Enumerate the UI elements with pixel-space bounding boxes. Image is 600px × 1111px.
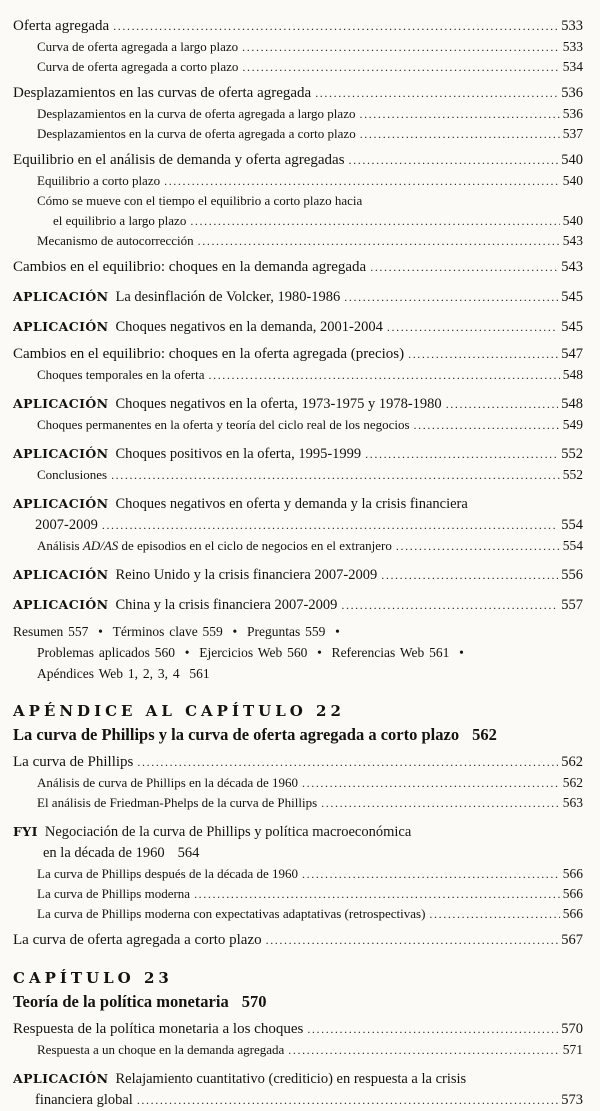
- toc-entry-l1: [13, 150, 583, 171]
- toc-entry-l2: [37, 465, 583, 485]
- page-number: 549: [562, 417, 583, 432]
- entry-label: Curva de oferta agregada a corto plazo: [37, 59, 239, 74]
- chapter-heading: APÉNDICE AL CAPÍTULO 22: [13, 702, 345, 720]
- application-entry: [13, 286, 583, 308]
- toc-entry-l1: [13, 83, 583, 104]
- entry-label: Choques positivos en la oferta, 1995-1999: [115, 446, 362, 462]
- toc-entry-l2: [37, 904, 583, 924]
- chapter-title-text: La curva de Phillips y la curva de oferta agregada a corto plazo: [13, 725, 460, 744]
- dot-leader: [381, 565, 558, 586]
- toc-entry-l2: Cómo se mueve con el tiempo el equilibrio a corto plazo hacia: [37, 193, 363, 208]
- dot-leader: [137, 1090, 558, 1111]
- entry-label: Conclusiones: [37, 467, 108, 482]
- dot-leader: [315, 83, 558, 104]
- page-number: 566: [562, 886, 583, 901]
- application-entry-continuation: [35, 515, 583, 536]
- summary-line: Problemas aplicados 560 • Ejercicios Web 560 • Referencias Web 561 •: [37, 645, 464, 660]
- toc-entry-l1: [13, 752, 583, 773]
- entry-label: El análisis de Friedman-Phelps de la curva de Phillips: [37, 795, 318, 810]
- application-entry: [13, 316, 583, 338]
- toc-entry-l2-continuation: [53, 211, 583, 231]
- dot-leader: [349, 150, 559, 171]
- page-number: 571: [562, 1042, 583, 1057]
- dot-leader: [194, 884, 560, 904]
- page-number: 536: [562, 106, 583, 121]
- dot-leader: [365, 444, 558, 465]
- toc-entry-l2: [37, 773, 583, 793]
- entry-label: el equilibrio a largo plazo: [53, 213, 187, 228]
- summary-line: Apéndices Web 1, 2, 3, 4 561: [37, 666, 210, 681]
- entry-tag: APLICACIÓN: [13, 496, 109, 511]
- dot-leader: [344, 287, 558, 308]
- toc-entry-l2: [37, 536, 583, 556]
- entry-label: Análisis AD/AS de episodios en el ciclo de negocios en el extranjero: [37, 538, 392, 553]
- page-number: 537: [562, 126, 583, 141]
- toc-entry-l2: [37, 231, 583, 251]
- page-number: 567: [561, 932, 583, 948]
- page-number: 548: [562, 367, 583, 382]
- entry-tag: APLICACIÓN: [13, 446, 109, 461]
- chapter-title: [13, 724, 583, 746]
- entry-label: Cambios en el equilibrio: choques en la oferta agregada (precios): [13, 346, 405, 362]
- page-number: 564: [177, 845, 200, 861]
- application-entry: [13, 1068, 583, 1090]
- entry-label: La curva de Phillips moderna con expectativas adaptativas (retrospectivas): [37, 906, 426, 921]
- dot-leader: [307, 1019, 558, 1040]
- entry-label: Análisis de curva de Phillips en la década de 1960: [37, 775, 299, 790]
- entry-tag: APLICACIÓN: [13, 289, 109, 304]
- toc-entry-l2: [37, 884, 583, 904]
- dot-leader: [302, 864, 560, 884]
- application-entry: [13, 564, 583, 586]
- fyi-entry-continuation: [43, 843, 583, 864]
- entry-label: en la década de 1960: [43, 845, 165, 861]
- page-number: 566: [562, 866, 583, 881]
- entry-label: Reino Unido y la crisis financiera 2007-2009: [115, 567, 378, 583]
- page-number: 557: [561, 597, 583, 613]
- page-number: 570: [561, 1021, 583, 1037]
- dot-leader: [242, 37, 560, 57]
- entry-label: La curva de oferta agregada a corto plazo: [13, 932, 262, 948]
- toc-entry-l2: [37, 171, 583, 191]
- page-number: 562: [472, 725, 497, 744]
- entry-label: Negociación de la curva de Phillips y política macroeconómica: [44, 824, 412, 840]
- entry-label: La curva de Phillips: [13, 754, 134, 770]
- entry-label: Choques negativos en oferta y demanda y la crisis financiera: [115, 496, 468, 512]
- page-number: 540: [562, 173, 583, 188]
- entry-label: La desinflación de Volcker, 1980-1986: [115, 289, 341, 305]
- page-number: 566: [562, 906, 583, 921]
- entry-label: Equilibrio en el análisis de demanda y oferta agregadas: [13, 152, 345, 168]
- page-number: 533: [561, 18, 583, 34]
- dot-leader: [408, 344, 558, 365]
- entry-label: Equilibrio a corto plazo: [37, 173, 161, 188]
- toc-entry-l2: [37, 793, 583, 813]
- entry-label: Relajamiento cuantitativo (crediticio) en respuesta a la crisis: [115, 1071, 467, 1087]
- page-number: 562: [562, 775, 583, 790]
- dot-leader: [137, 752, 558, 773]
- page-number: 573: [561, 1092, 583, 1108]
- dot-leader: [113, 16, 558, 37]
- page-number: 563: [562, 795, 583, 810]
- application-entry: [13, 443, 583, 465]
- dot-leader: [429, 904, 559, 924]
- entry-label: Desplazamientos en la curva de oferta agregada a corto plazo: [37, 126, 356, 141]
- entry-tag: APLICACIÓN: [13, 396, 109, 411]
- toc-entry-l2: [37, 365, 583, 385]
- dot-leader: [341, 595, 558, 616]
- entry-label: Choques negativos en la demanda, 2001-2004: [115, 319, 383, 335]
- page-number: 554: [562, 538, 583, 553]
- page-number: 540: [562, 213, 583, 228]
- entry-label: Choques permanentes en la oferta y teoría del ciclo real de los negocios: [37, 417, 410, 432]
- entry-label: Cambios en el equilibrio: choques en la demanda agregada: [13, 259, 367, 275]
- entry-label: La curva de Phillips moderna: [37, 886, 191, 901]
- fyi-entry: [13, 821, 583, 843]
- page-number: 556: [561, 567, 583, 583]
- dot-leader: [164, 171, 560, 191]
- entry-label: Respuesta a un choque en la demanda agregada: [37, 1042, 285, 1057]
- entry-tag: FYI: [13, 824, 38, 839]
- dot-leader: [387, 317, 558, 338]
- page-number: 552: [561, 446, 583, 462]
- toc-entry-l2: [37, 124, 583, 144]
- chapter-title: [13, 991, 583, 1013]
- entry-tag: APLICACIÓN: [13, 1071, 109, 1086]
- entry-label: Respuesta de la política monetaria a los choques: [13, 1021, 304, 1037]
- entry-label: Desplazamientos en la curva de oferta agregada a largo plazo: [37, 106, 356, 121]
- toc-entry-l1: [13, 257, 583, 278]
- entry-label: China y la crisis financiera 2007-2009: [115, 597, 338, 613]
- toc-entry-l2: [37, 864, 583, 884]
- entry-tag: APLICACIÓN: [13, 597, 109, 612]
- entry-label: Oferta agregada: [13, 18, 110, 34]
- dot-leader: [198, 231, 560, 251]
- entry-label: 2007-2009: [35, 517, 98, 533]
- toc-entry-l2: [37, 415, 583, 435]
- entry-label: financiera global: [35, 1092, 133, 1108]
- dot-leader: [102, 515, 558, 536]
- application-entry: [13, 393, 583, 415]
- page-number: 545: [561, 289, 583, 305]
- dot-leader: [209, 365, 560, 385]
- application-entry: [13, 594, 583, 616]
- entry-label: Curva de oferta agregada a largo plazo: [37, 39, 239, 54]
- dot-leader: [302, 773, 560, 793]
- entry-label: Choques negativos en la oferta, 1973-1975 y 1978-1980: [115, 396, 442, 412]
- page-number: 536: [561, 85, 583, 101]
- chapter-title-text: Teoría de la política monetaria: [13, 992, 229, 1011]
- dot-leader: [360, 124, 560, 144]
- dot-leader: [190, 211, 559, 231]
- toc-entry-l1: [13, 16, 583, 37]
- page-number: 570: [241, 992, 267, 1011]
- page-number: 547: [561, 346, 583, 362]
- entry-tag: APLICACIÓN: [13, 319, 109, 334]
- toc-entry-l2: [37, 57, 583, 77]
- dot-leader: [414, 415, 560, 435]
- application-entry: [13, 493, 583, 515]
- page-number: 552: [562, 467, 583, 482]
- dot-leader: [370, 257, 558, 278]
- toc-entry-l1: [13, 344, 583, 365]
- page-number: 554: [561, 517, 583, 533]
- toc-entry-l1: [13, 930, 583, 951]
- page-number: 540: [561, 152, 583, 168]
- dot-leader: [359, 104, 559, 124]
- page-number: 534: [562, 59, 583, 74]
- entry-label: Choques temporales en la oferta: [37, 367, 205, 382]
- dot-leader: [242, 57, 559, 77]
- page-number: 545: [561, 319, 583, 335]
- page-number: 543: [562, 233, 583, 248]
- entry-label: Mecanismo de autocorrección: [37, 233, 194, 248]
- toc-entry-l1: [13, 1019, 583, 1040]
- application-entry-continuation: [35, 1090, 583, 1111]
- dot-leader: [266, 930, 559, 951]
- entry-tag: APLICACIÓN: [13, 567, 109, 582]
- toc-entry-l2: [37, 104, 583, 124]
- page-number: 533: [562, 39, 583, 54]
- dot-leader: [396, 536, 560, 556]
- dot-leader: [111, 465, 560, 485]
- page-number: 543: [561, 259, 583, 275]
- entry-label: Desplazamientos en las curvas de oferta agregada: [13, 85, 312, 101]
- dot-leader: [288, 1040, 559, 1060]
- page-number: 562: [561, 754, 583, 770]
- dot-leader: [321, 793, 560, 813]
- toc-entry-l2: [37, 37, 583, 57]
- toc-entry-l2: [37, 1040, 583, 1060]
- chapter-heading: CAPÍTULO 23: [13, 969, 173, 987]
- summary-line: Resumen 557 • Términos clave 559 • Preguntas 559 •: [13, 624, 340, 639]
- page-number: 548: [561, 396, 583, 412]
- entry-label: La curva de Phillips después de la década de 1960: [37, 866, 298, 881]
- dot-leader: [446, 394, 559, 415]
